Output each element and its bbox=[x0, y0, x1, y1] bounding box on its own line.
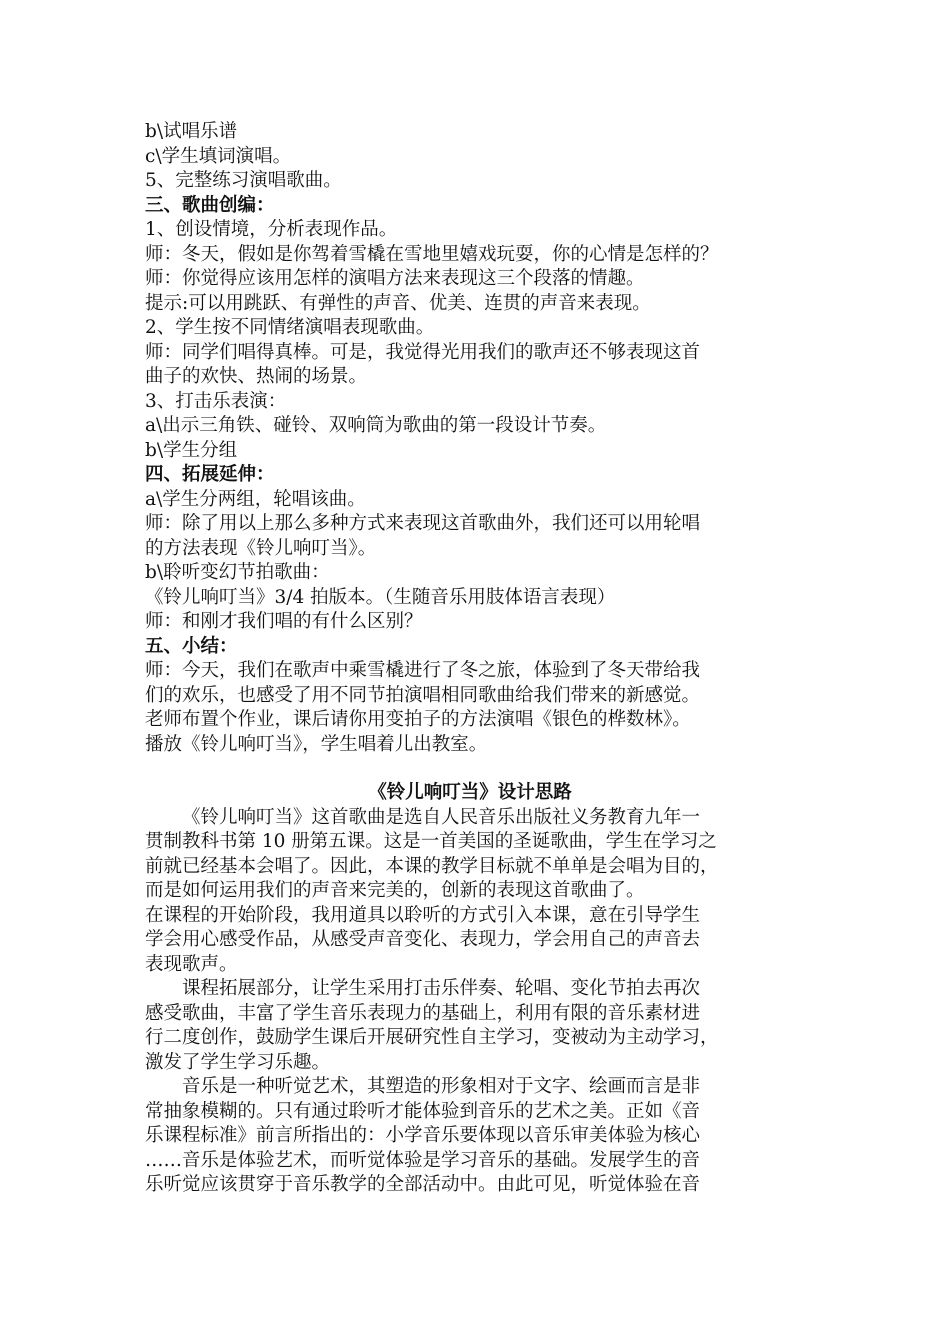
text-line: 播放《铃儿响叮当》，学生唱着儿出教室。 bbox=[145, 733, 488, 755]
text-line: 3、打击乐表演： bbox=[145, 390, 287, 412]
section-heading-song-creation: 三、歌曲创编： bbox=[145, 194, 275, 216]
text-line: 而是如何运用我们的声音来完美的，创新的表现这首歌曲了。 bbox=[145, 880, 645, 901]
text-line: 提示:可以用跳跃、有弹性的声音、优美、连贯的声音来表现。 bbox=[145, 292, 651, 314]
text-line: 在课程的开始阶段，我用道具以聆听的方式引入本课，意在引导学生 bbox=[145, 904, 701, 926]
text-line: 课程拓展部分，让学生采用打击乐伴奏、轮唱、变化节拍去再次 bbox=[182, 978, 701, 999]
text-line: 师：除了用以上那么多种方式来表现这首歌曲外，我们还可以用轮唱 bbox=[145, 513, 701, 534]
section-heading-extension: 四、拓展延伸： bbox=[145, 464, 275, 485]
document-page bbox=[145, 120, 825, 1198]
text-line: 学会用心感受作品，从感受声音变化、表现力，学会用自己的声音去 bbox=[145, 929, 701, 950]
text-line: 前就已经基本会唱了。因此，本课的教学目标就不单单是会唱为目的， bbox=[145, 855, 719, 877]
text-line: 2、学生按不同情绪演唱表现歌曲。 bbox=[145, 317, 435, 338]
text-line: 贯制教科书第 10 册第五课。这是一首美国的圣诞歌曲，学生在学习之 bbox=[145, 831, 717, 852]
text-line: b\试唱乐谱 bbox=[145, 121, 238, 142]
text-line: 行二度创作，鼓励学生课后开展研究性自主学习，变被动为主动学习， bbox=[145, 1027, 719, 1048]
design-title: 《铃儿响叮当》设计思路 bbox=[368, 782, 572, 803]
text-line: 的方法表现《铃儿响叮当》。 bbox=[145, 537, 377, 559]
text-line: 激发了学生学习乐趣。 bbox=[145, 1051, 331, 1073]
text-line: a\学生分两组，轮唱该曲。 bbox=[145, 488, 366, 510]
text-line: 们的欢乐，也感受了用不同节拍演唱相同歌曲给我们带来的新感觉。 bbox=[145, 684, 701, 706]
text-line: 乐课程标准》前言所指出的：小学音乐要体现以音乐审美体验为核心 bbox=[145, 1125, 701, 1146]
text-line: 感受歌曲，丰富了学生音乐表现力的基础上，利用有限的音乐素材进 bbox=[145, 1002, 701, 1024]
text-line: a\出示三角铁、碰铃、双响筒为歌曲的第一段设计节奏。 bbox=[145, 415, 607, 436]
blank-line bbox=[145, 757, 825, 781]
text-line: 师：同学们唱得真棒。可是，我觉得光用我们的歌声还不够表现这首 bbox=[145, 341, 701, 363]
text-line: b\学生分组 bbox=[145, 439, 238, 461]
text-line: 乐听觉应该贯穿于音乐教学的全部活动中。由此可见，听觉体验在音 bbox=[145, 1174, 701, 1195]
text-line: 《铃儿响叮当》这首歌曲是选自人民音乐出版社义务教育九年一 bbox=[182, 806, 701, 828]
text-line: ……音乐是体验艺术，而听觉体验是学习音乐的基础。发展学生的音 bbox=[145, 1149, 701, 1171]
text-line: 5、完整练习演唱歌曲。 bbox=[145, 170, 342, 191]
text-line: 音乐是一种听觉艺术，其塑造的形象相对于文字、绘画而言是非 bbox=[182, 1076, 701, 1097]
section-heading-summary: 五、小结： bbox=[145, 635, 238, 657]
text-line: 师：冬天，假如是你驾着雪橇在雪地里嬉戏玩耍，你的心情是怎样的？ bbox=[145, 243, 719, 265]
text-line: b\聆听变幻节拍歌曲： bbox=[145, 562, 330, 583]
text-line: 师：今天，我们在歌声中乘雪橇进行了冬之旅，体验到了冬天带给我 bbox=[145, 660, 701, 681]
text-line: 表现歌声。 bbox=[145, 953, 238, 975]
text-line: 常抽象模糊的。只有通过聆听才能体验到音乐的艺术之美。正如《音 bbox=[145, 1100, 701, 1122]
text-line: 曲子的欢快、热闹的场景。 bbox=[145, 366, 368, 387]
text-line: 师：你觉得应该用怎样的演唱方法来表现这三个段落的情趣。 bbox=[145, 268, 645, 289]
text-line: 1、创设情境，分析表现作品。 bbox=[145, 219, 398, 240]
text-line: 老师布置个作业，课后请你用变拍子的方法演唱《银色的桦数林》。 bbox=[145, 709, 691, 730]
text-line: c\学生填词演唱。 bbox=[145, 145, 292, 167]
text-line: 师：和刚才我们唱的有什么区别？ bbox=[145, 611, 423, 632]
text-line: 《铃儿响叮当》3/4 拍版本。（生随音乐用肢体语言表现） bbox=[145, 586, 616, 608]
